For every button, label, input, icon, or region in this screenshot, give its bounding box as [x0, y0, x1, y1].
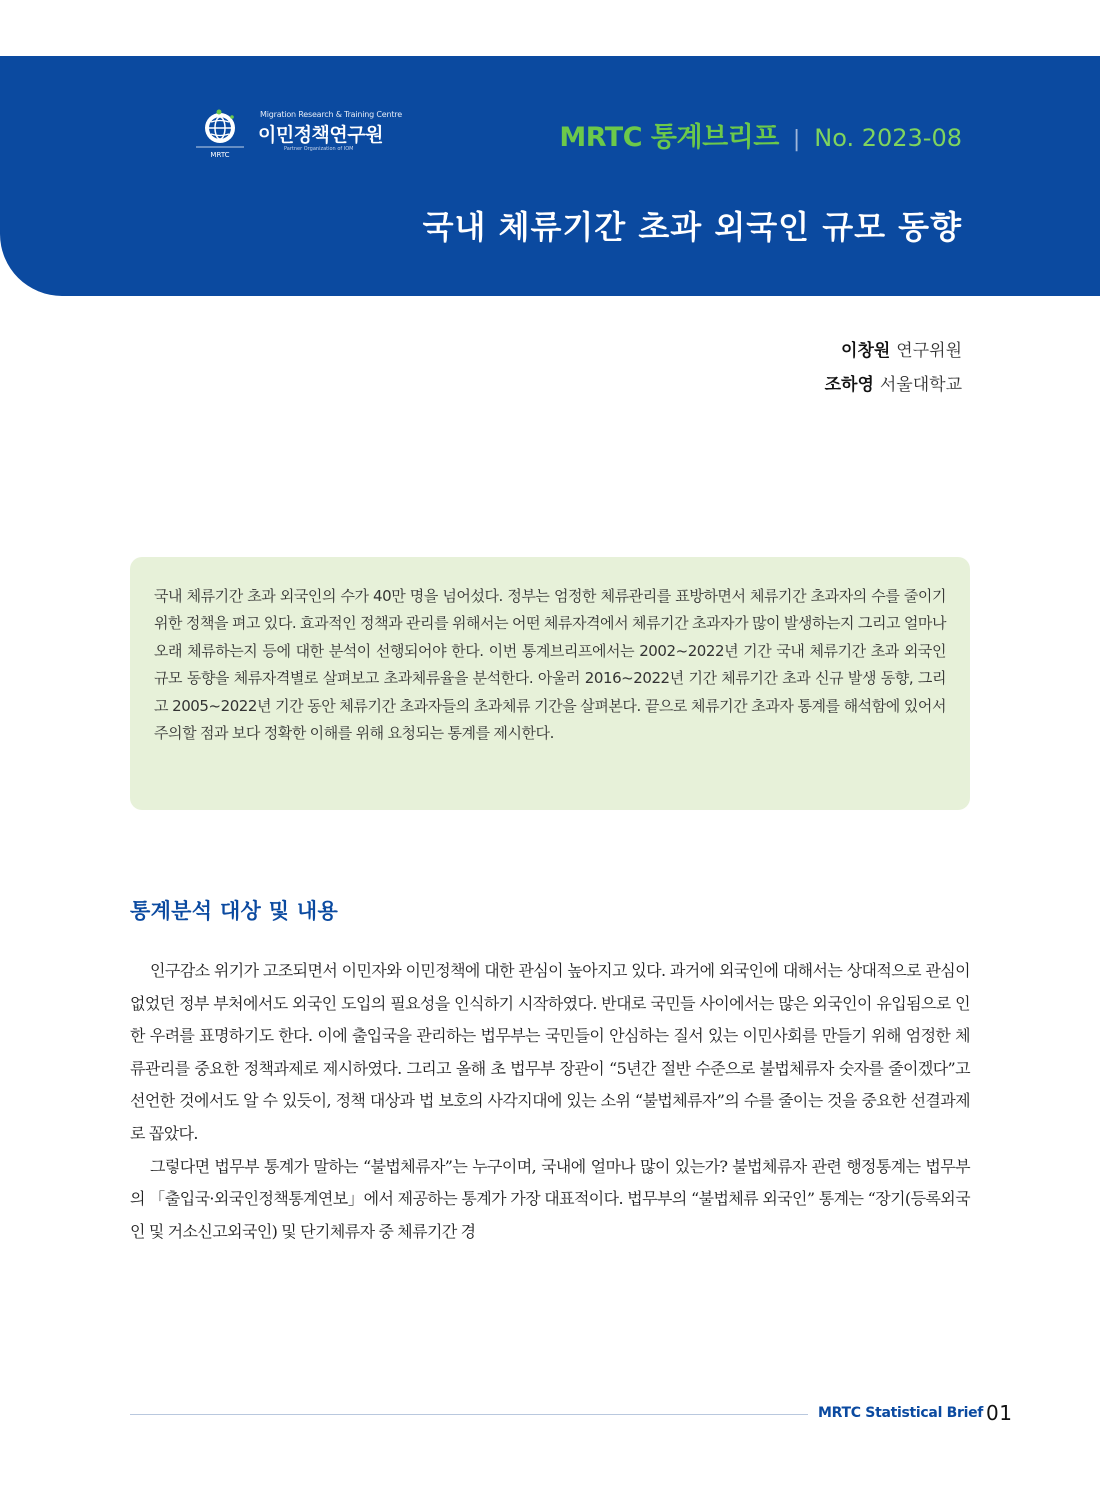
abstract-text: 국내 체류기간 초과 외국인의 수가 40만 명을 넘어섰다. 정부는 엄정한 체류관리를 표방하면서 체류기간 초과자의 수를 줄이기 위한 정책을 펴고 있다. 효과적인 정책과 관리를 위해서는 어떤 체류자격에서 체류기간 초과자가 많이 발생하는지 그리고 얼마나 오래 체류하는지 등에 대한 분석이 선행되어야 한다. 이번 통계브리프에서는 2002~2022년 기간 국내 체류기간 초과 외국인 규모 동향을 체류자격별로 살펴보고 초과체류율을 분석한다. 아울러 2016~2022년 기간 체류기간 초과 신규 발생 동향, 그리고 2005~2022년 기간 동안 체류기간 초과자들의 초과체류 기간을 살펴본다. 끝으로 체류기간 초과자 통계를 해석함에 있어서 주의할 점과 보다 정확한 이해를 위해 요청되는 통계를 제시한다.: [154, 587, 946, 743]
author-affiliation: 연구위원: [896, 341, 962, 361]
series-name: MRTC 통계브리프: [559, 122, 779, 153]
author-line: [825, 368, 962, 402]
series-line: [559, 120, 962, 158]
globe-logo-icon: [192, 106, 248, 162]
author-affiliation: 서울대학교: [879, 375, 962, 395]
document-title: 국내 체류기간 초과 외국인 규모 동향: [422, 208, 962, 246]
page-number: 01: [986, 1401, 1013, 1425]
section-heading: 통계분석 대상 및 내용: [130, 899, 339, 923]
logo-mark-text: MRTC: [210, 151, 230, 159]
logo-korean-name: 이민정책연구원: [258, 124, 383, 146]
logo-partner-note: Partner Organization of IOM: [284, 146, 354, 152]
series-separator: |: [792, 127, 801, 152]
author-list: [825, 334, 962, 402]
organization-logo: [192, 106, 412, 162]
logo-english-name: Migration Research & Training Centre: [260, 110, 402, 119]
abstract-box: [130, 557, 970, 810]
issue-number: No. 2023-08: [814, 124, 962, 152]
body-paragraph: 인구감소 위기가 고조되면서 이민자와 이민정책에 대한 관심이 높아지고 있다. 과거에 외국인에 대해서는 상대적으로 관심이 없었던 정부 부처에서도 외국인 도입의 필요성을 인식하기 시작하였다. 반대로 국민들 사이에서는 많은 외국인이 유입됨으로 인한 우려를 표명하기도 한다. 이에 출입국을 관리하는 법무부는 국민들이 안심하는 질서 있는 이민사회를 만들기 위해 엄정한 체류관리를 중요한 정책과제로 제시하였다. 그리고 올해 초 법무부 장관이 “5년간 절반 수준으로 불법체류자 숫자를 줄이겠다”고 선언한 것에서도 알 수 있듯이, 정책 대상과 법 보호의 사각지대에 있는 소위 “불법체류자”의 수를 줄이는 것을 중요한 선결과제로 꼽았다.: [130, 961, 970, 1143]
author-name: 이창원: [841, 341, 891, 361]
author-line: [825, 334, 962, 368]
body-text: [130, 955, 970, 1248]
body-paragraph: 그렇다면 법무부 통계가 말하는 “불법체류자”는 누구이며, 국내에 얼마나 많이 있는가? 불법체류자 관련 행정통계는 법무부의 「출입국·외국인정책통계연보」에서 제공하는 통계가 가장 대표적이다. 법무부의 “불법체류 외국인” 통계는 “장기(등록외국인 및 거소신고외국인) 및 단기체류자 중 체류기간 경: [130, 1156, 970, 1241]
author-name: 조하영: [824, 375, 874, 395]
footer-divider: [130, 1414, 808, 1415]
header-banner: [0, 56, 1100, 296]
footer-label: MRTC Statistical Brief: [818, 1405, 984, 1421]
